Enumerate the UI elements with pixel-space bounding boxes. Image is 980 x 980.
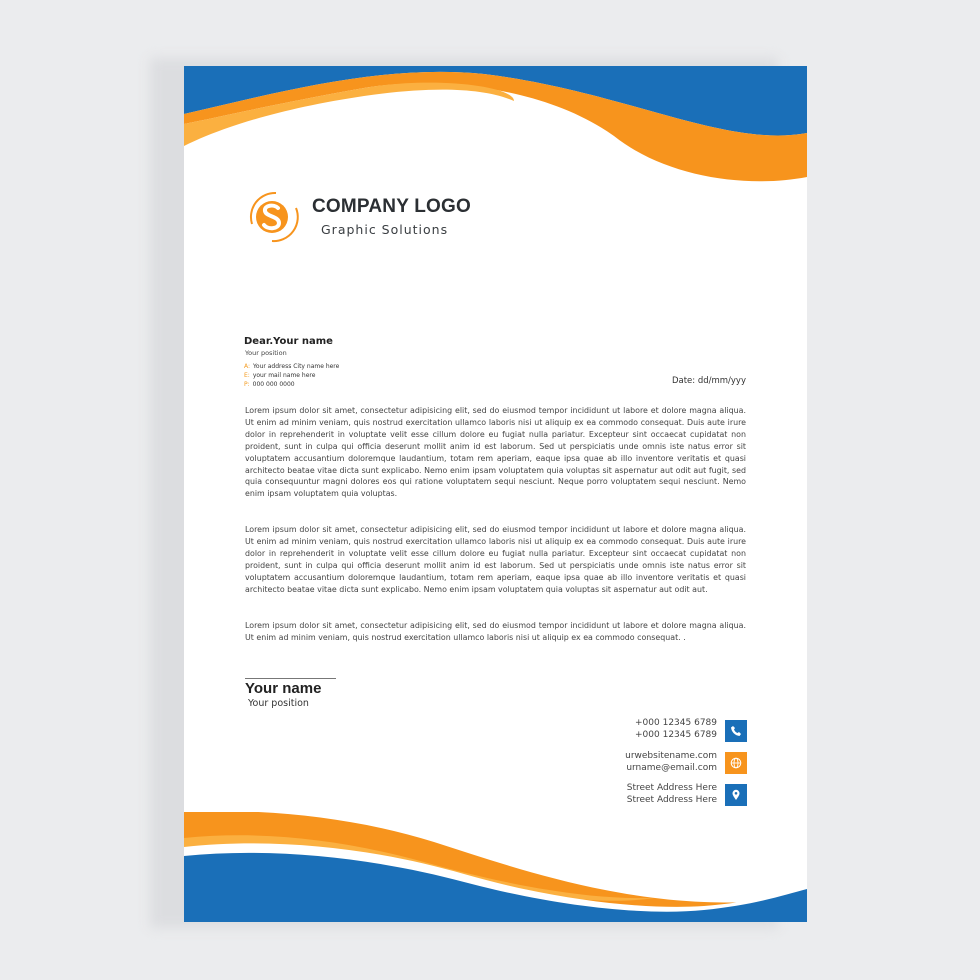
web-contact	[625, 750, 717, 774]
street-address: Street Address Here	[626, 783, 717, 793]
letter-date: Date: dd/mm/yyy	[671, 376, 746, 386]
globe-icon	[725, 752, 747, 774]
email-value: your mail name here	[252, 372, 316, 379]
phone-contact	[635, 717, 717, 741]
recipient-phone-line	[244, 381, 295, 388]
phone-value: 000 000 0000	[252, 381, 295, 388]
company-tagline: Graphic Solutions	[321, 222, 449, 237]
phone-number: +000 12345 6789	[635, 730, 717, 740]
body-paragraph: Lorem ipsum dolor sit amet, consectetur adipisicing elit, sed do eiusmod tempor incididunt ut labore et dolore magna aliqua. Ut enim ad minim veniam, quis nostrud exercitation ullamco laboris nisi ut aliquip ex ea commodo consequat. Duis aute irure dolor in reprehenderit in voluptate velit esse cillum dolore eu fugiat nulla pariatur. Excepteur sint occaecat cupidatat non proident, sunt in culpa qui officia deserunt mollit anim id est laborum. Sed ut perspiciatis unde omnis iste natus error sit voluptatem accusantium doloremque laudantium, totam rem aperiam, eaque ipsa quae ab illo inventore veritatis et quasi architecto beatae vitae dicta sunt explicabo. Nemo enim ipsam voluptatem quia voluptas sit aspernatur aut odit aut fugit, sed quia consequuntur magni dolores eos qui ratione voluptatem sequi nesciunt. Neque porro voluptatem sequi nesciunt. Nemo enim ipsam voluptatem quia voluptas.	[245, 406, 746, 499]
recipient-email-line	[244, 372, 315, 379]
company-logo-icon	[244, 188, 302, 246]
recipient-position: Your position	[245, 349, 287, 357]
recipient-name: Dear.Your name	[244, 336, 333, 347]
address-key: A:	[244, 363, 251, 370]
phone-icon	[725, 720, 747, 742]
email-key: E:	[244, 372, 250, 379]
email-text: urname@email.com	[626, 763, 717, 773]
phone-key: P:	[244, 381, 250, 388]
recipient-address-line	[244, 363, 339, 370]
signature-name: Your name	[245, 680, 322, 697]
body-paragraph: Lorem ipsum dolor sit amet, consectetur adipisicing elit, sed do eiusmod tempor incididunt ut labore et dolore magna aliqua. Ut enim ad minim veniam, quis nostrud exercitation ullamco laboris nisi ut aliquip ex ea commodo consequat. Duis aute irure dolor in reprehenderit in voluptate velit esse cillum dolore eu fugiat nulla pariatur. Excepteur sint occaecat cupidatat non proident, sunt in culpa qui officia deserunt mollit anim id est laborum. Sed ut perspiciatis unde omnis iste natus error sit voluptatem accusantium doloremque laudantium, totam rem aperiam, eaque ipsa quae ab illo inventore veritatis et quasi architecto beatae vitae dicta sunt explicabo. Nemo enim ipsam voluptatem quia voluptas sit aspernatur aut odit aut.	[245, 525, 746, 594]
footer-wave	[184, 812, 807, 922]
website-text: urwebsitename.com	[625, 751, 717, 761]
header-wave	[184, 66, 807, 196]
phone-number: +000 12345 6789	[635, 718, 717, 728]
street-address: Street Address Here	[626, 795, 717, 805]
company-name: COMPANY LOGO	[312, 196, 471, 217]
signature-line	[245, 678, 336, 679]
body-paragraph: Lorem ipsum dolor sit amet, consectetur adipisicing elit, sed do eiusmod tempor incididunt ut labore et dolore magna aliqua. Ut enim ad minim veniam, quis nostrud exercitation ullamco laboris nisi ut aliquip ex ea commodo consequat. .	[245, 621, 746, 642]
letterhead-page	[184, 66, 807, 922]
location-pin-icon	[725, 784, 747, 806]
signature-position: Your position	[248, 698, 309, 709]
address-contact	[627, 782, 717, 806]
address-value: Your address City name here	[253, 363, 340, 370]
